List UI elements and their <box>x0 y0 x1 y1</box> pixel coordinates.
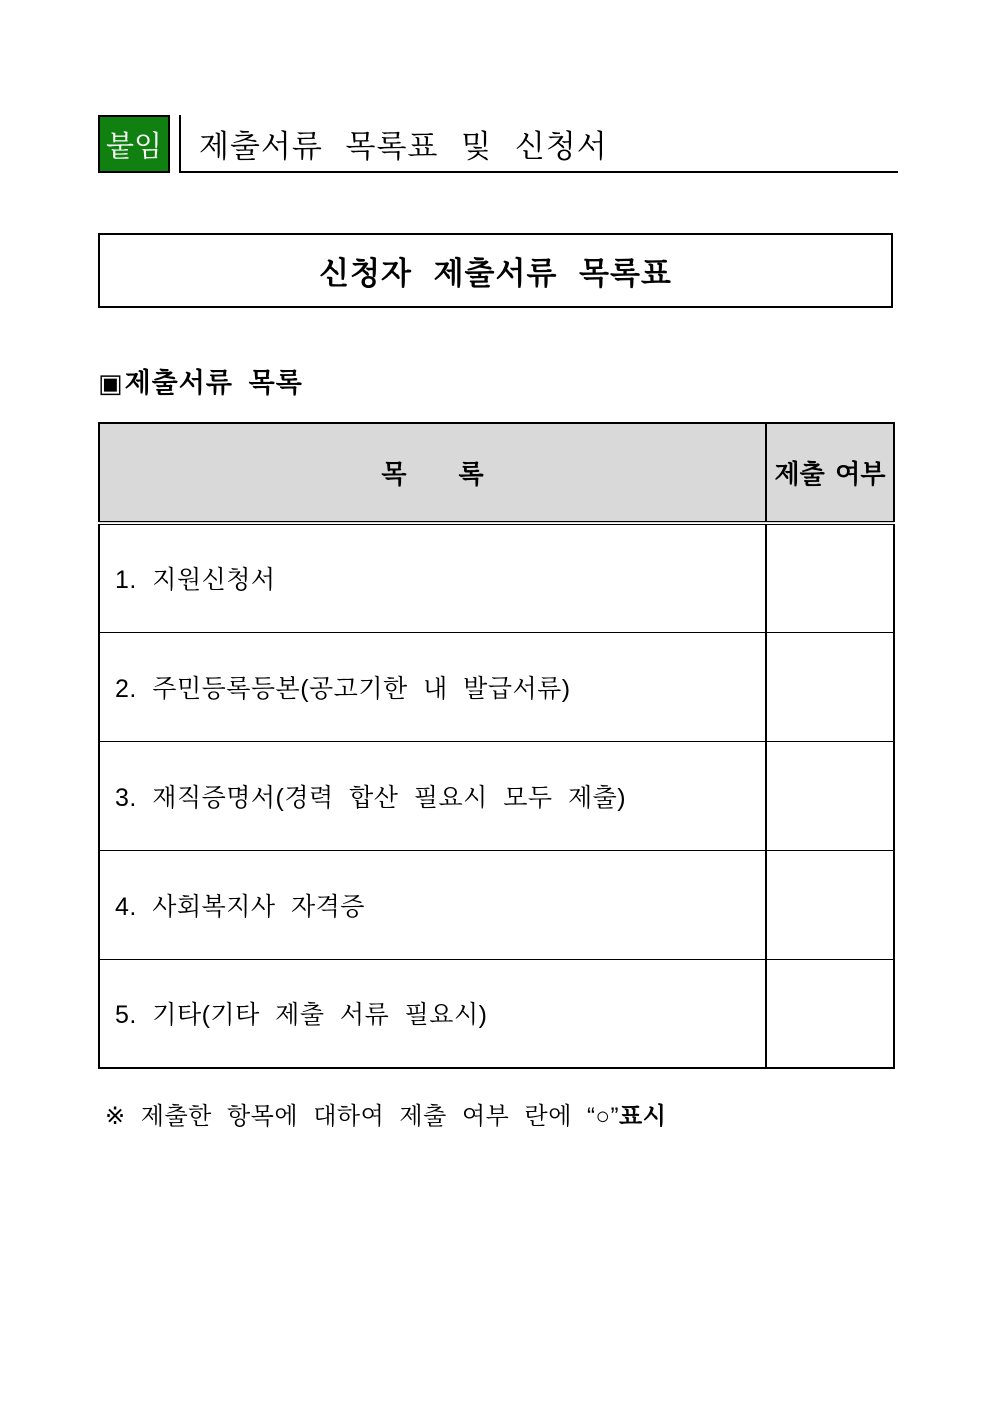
footnote <box>98 1096 992 1131</box>
document-item-label: 2. 주민등록등본(공고기한 내 발급서류) <box>99 632 766 741</box>
document-item-label: 1. 지원신청서 <box>99 523 766 632</box>
section-title: 제출서류 목록 <box>124 368 303 398</box>
document-item-label: 5. 기타(기타 제출 서류 필요시) <box>99 959 766 1068</box>
attachment-title-box <box>179 115 898 173</box>
attachment-badge <box>98 115 170 173</box>
table-row <box>99 523 894 632</box>
section-square-marker-icon: ▣ <box>98 369 124 398</box>
attachment-badge-label: 붙임 <box>105 130 163 163</box>
document-title-box <box>98 233 893 308</box>
table-row <box>99 959 894 1068</box>
submission-status-cell <box>766 959 894 1068</box>
footnote-text: ※ 제출한 항목에 대하여 제출 여부 란에 “○” <box>105 1103 620 1130</box>
document-item-label: 3. 재직증명서(경력 합산 필요시 모두 제출) <box>99 741 766 850</box>
document-title: 신청자 제출서류 목록표 <box>319 256 672 291</box>
submission-status-cell <box>766 632 894 741</box>
footnote-bold-text: 표시 <box>619 1103 667 1130</box>
attachment-header <box>98 115 898 173</box>
submission-status-cell <box>766 850 894 959</box>
table-row <box>99 850 894 959</box>
table-row <box>99 632 894 741</box>
attachment-title: 제출서류 목록표 및 신청서 <box>199 128 608 164</box>
submission-documents-table <box>98 422 895 1069</box>
column-header-list: 목 록 <box>99 423 766 523</box>
table-header-row <box>99 423 894 523</box>
submission-status-cell <box>766 523 894 632</box>
submission-status-cell <box>766 741 894 850</box>
document-item-label: 4. 사회복지사 자격증 <box>99 850 766 959</box>
table-row <box>99 741 894 850</box>
section-header <box>98 361 992 400</box>
column-header-submit-status: 제출 여부 <box>766 423 894 523</box>
